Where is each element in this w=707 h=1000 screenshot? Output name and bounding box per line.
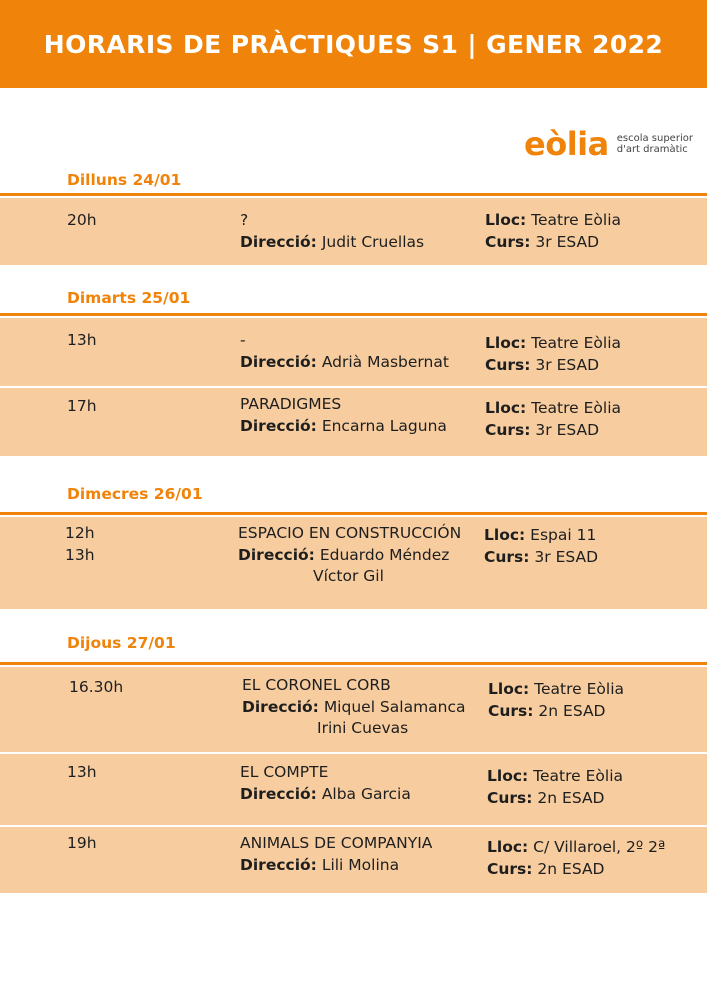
logo-wordmark: eòlia	[524, 125, 609, 163]
session-course: 3r ESAD	[535, 232, 600, 251]
session-title: ?	[240, 211, 249, 229]
school-logo	[524, 124, 693, 164]
session-info: ESPACIO EN CONSTRUCCIÓN Direcció: Eduardo Méndez Víctor Gil	[238, 523, 461, 588]
session-place: Teatre Eòlia	[533, 767, 624, 785]
session-title: EL COMPTE	[240, 763, 329, 781]
session-course: 3r ESAD	[535, 355, 600, 374]
session-director: Alba Garcia	[321, 784, 411, 803]
session-title: -	[240, 331, 246, 349]
session-time: 19h	[67, 834, 97, 852]
day-heading: Dilluns 24/01	[67, 171, 182, 189]
session-title: ANIMALS DE COMPANYIA	[240, 834, 433, 852]
session-director: Víctor Gil	[313, 567, 384, 585]
session-info: EL CORONEL CORB Direcció: Miquel Salamanca Irini Cuevas	[242, 675, 466, 740]
page-title: HORARIS DE PRÀCTIQUES S1 | GENER 2022	[43, 29, 664, 59]
session-course: 2n ESAD	[537, 788, 605, 807]
session-course: 3r ESAD	[535, 420, 600, 439]
session-location: Lloc: Espai 11 Curs: 3r ESAD	[484, 526, 599, 566]
session-info: ? Direcció: Judit Cruellas	[240, 211, 425, 251]
session-place: Teatre Eòlia	[534, 680, 625, 698]
session-director: Encarna Laguna	[321, 416, 447, 435]
header-banner	[0, 0, 707, 88]
day-heading: Dimecres 26/01	[67, 485, 203, 503]
day-block	[0, 193, 707, 265]
session-row	[0, 665, 707, 752]
session-time: 13h	[67, 763, 97, 781]
session-place: Espai 11	[530, 526, 597, 544]
session-time: 16.30h	[69, 678, 124, 696]
day-block	[0, 313, 707, 456]
session-location: Lloc: Teatre Eòlia Curs: 3r ESAD	[485, 399, 622, 439]
session-title: EL CORONEL CORB	[242, 676, 391, 694]
session-row	[0, 752, 707, 825]
session-row	[0, 825, 707, 893]
session-info: PARADIGMES Direcció: Encarna Laguna	[240, 395, 447, 435]
session-info: - Direcció: Adrià Masbernat	[240, 331, 449, 371]
session-row	[0, 386, 707, 456]
session-location: Lloc: C/ Villaroel, 2º 2ª Curs: 2n ESAD	[487, 838, 666, 878]
session-time: 12h 13h	[65, 524, 95, 564]
session-row	[0, 316, 707, 386]
session-time: 13h	[67, 331, 97, 349]
session-time: 20h	[67, 211, 97, 229]
session-director: Lili Molina	[321, 855, 400, 874]
session-director: Adrià Masbernat	[321, 352, 449, 371]
logo-tagline: escola superior d'art dramàtic	[616, 133, 693, 155]
session-course: 2n ESAD	[537, 859, 605, 878]
session-location: Lloc: Teatre Eòlia Curs: 2n ESAD	[487, 767, 624, 807]
session-director: Eduardo Méndez	[319, 545, 450, 564]
session-director: Judit Cruellas	[321, 232, 425, 251]
session-row	[0, 196, 707, 265]
session-row	[0, 515, 707, 609]
session-location: Lloc: Teatre Eòlia Curs: 3r ESAD	[485, 211, 622, 251]
session-place: Teatre Eòlia	[531, 334, 622, 352]
day-heading: Dijous 27/01	[67, 634, 176, 652]
session-location: Lloc: Teatre Eòlia Curs: 2n ESAD	[488, 680, 625, 720]
day-block	[0, 662, 707, 893]
session-title: ESPACIO EN CONSTRUCCIÓN	[238, 524, 462, 542]
session-course: 3r ESAD	[534, 547, 599, 566]
day-block	[0, 512, 707, 609]
session-place: Teatre Eòlia	[531, 399, 622, 417]
session-director: Miquel Salamanca	[323, 697, 466, 716]
session-info: ANIMALS DE COMPANYIA Direcció: Lili Molina	[240, 834, 433, 874]
session-place: C/ Villaroel, 2º 2ª	[533, 838, 666, 856]
session-time: 17h	[67, 397, 97, 415]
session-info: EL COMPTE Direcció: Alba Garcia	[240, 763, 411, 803]
day-heading: Dimarts 25/01	[67, 289, 191, 307]
session-title: PARADIGMES	[240, 395, 342, 413]
session-director: Irini Cuevas	[317, 719, 409, 737]
session-location: Lloc: Teatre Eòlia Curs: 3r ESAD	[485, 334, 622, 374]
session-place: Teatre Eòlia	[531, 211, 622, 229]
session-course: 2n ESAD	[538, 701, 606, 720]
